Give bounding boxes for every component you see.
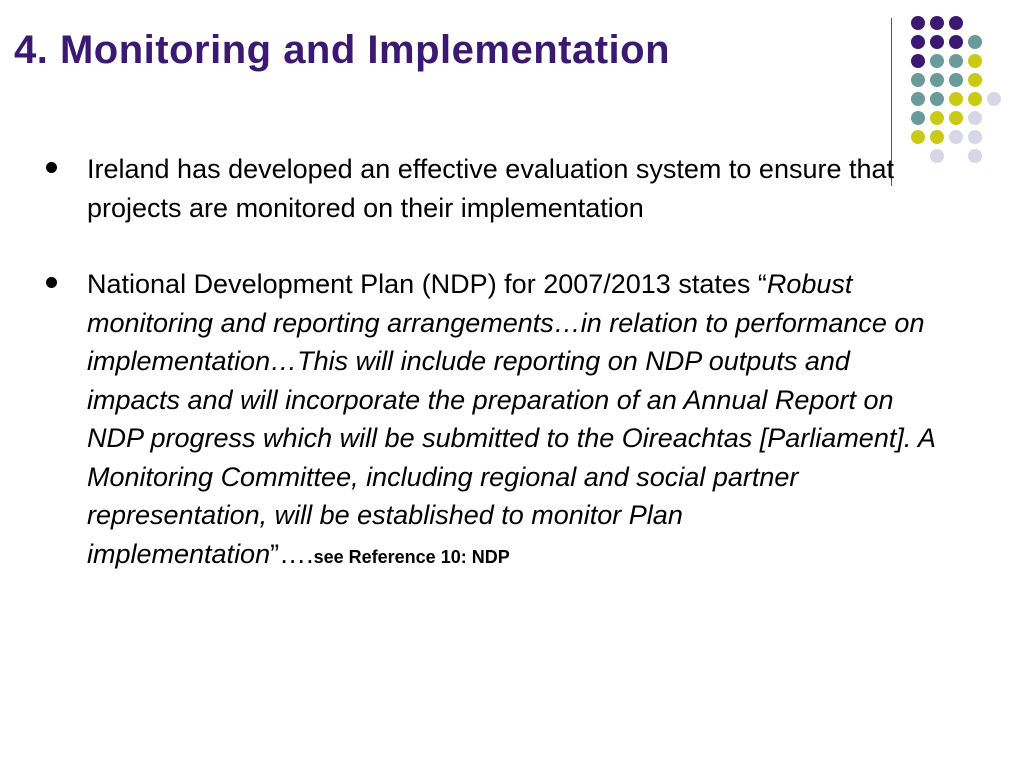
decorative-dot (911, 92, 925, 106)
slide-title: 4. Monitoring and Implementation (14, 28, 670, 72)
reference-note: see Reference 10: NDP (313, 546, 510, 567)
bullet-dot-icon (46, 277, 57, 288)
decorative-dot (968, 54, 982, 68)
decorative-dot (930, 16, 944, 30)
decorative-dot (930, 54, 944, 68)
decorative-dot (930, 73, 944, 87)
bullet-text: Ireland has developed an effective evaluation system to ensure that projects are monitored on their implementation (87, 154, 895, 223)
decorative-dot (949, 35, 963, 49)
close-quote: ” (270, 538, 280, 569)
open-quote: “ (757, 269, 767, 299)
decorative-dot (968, 111, 982, 125)
decorative-dot (968, 149, 982, 163)
decorative-dot (911, 54, 925, 68)
decorative-dot (911, 130, 925, 144)
decorative-dot (949, 16, 963, 30)
decorative-dot (930, 92, 944, 106)
decorative-dot (949, 130, 963, 144)
decorative-dot (930, 111, 944, 125)
decorative-dot (968, 130, 982, 144)
decorative-dot (911, 35, 925, 49)
bullet-evaluation-system (46, 150, 946, 227)
bullet-lead-text: National Development Plan (NDP) for 2007/2013 states (87, 269, 758, 299)
decorative-dot (911, 111, 925, 125)
decorative-dot (911, 73, 925, 87)
bullet-dot-icon (46, 162, 57, 173)
decorative-dot (968, 73, 982, 87)
decorative-dot (987, 92, 1001, 106)
decorative-dot (949, 54, 963, 68)
decorative-dot (930, 130, 944, 144)
decorative-dot (949, 111, 963, 125)
decorative-dot (968, 92, 982, 106)
decorative-dot (968, 35, 982, 49)
ellipsis: …. (279, 538, 314, 569)
decorative-dot (930, 35, 944, 49)
decorative-dot (949, 92, 963, 106)
bullet-list (46, 150, 946, 576)
bullet-ndp-statement (46, 265, 946, 576)
decorative-dot (911, 16, 925, 30)
ndp-quote: Robust monitoring and reporting arrangements…in relation to performance on implementation…This will include reporting on NDP outputs and impacts and will incorporate the preparation of an Annual Report on NDP progress which will be submitted to the Oireachtas [Parliament]. A Monitoring Committee, including regional and social partner representation, will be established to monitor Plan implementation (87, 269, 935, 569)
decorative-dot (949, 73, 963, 87)
